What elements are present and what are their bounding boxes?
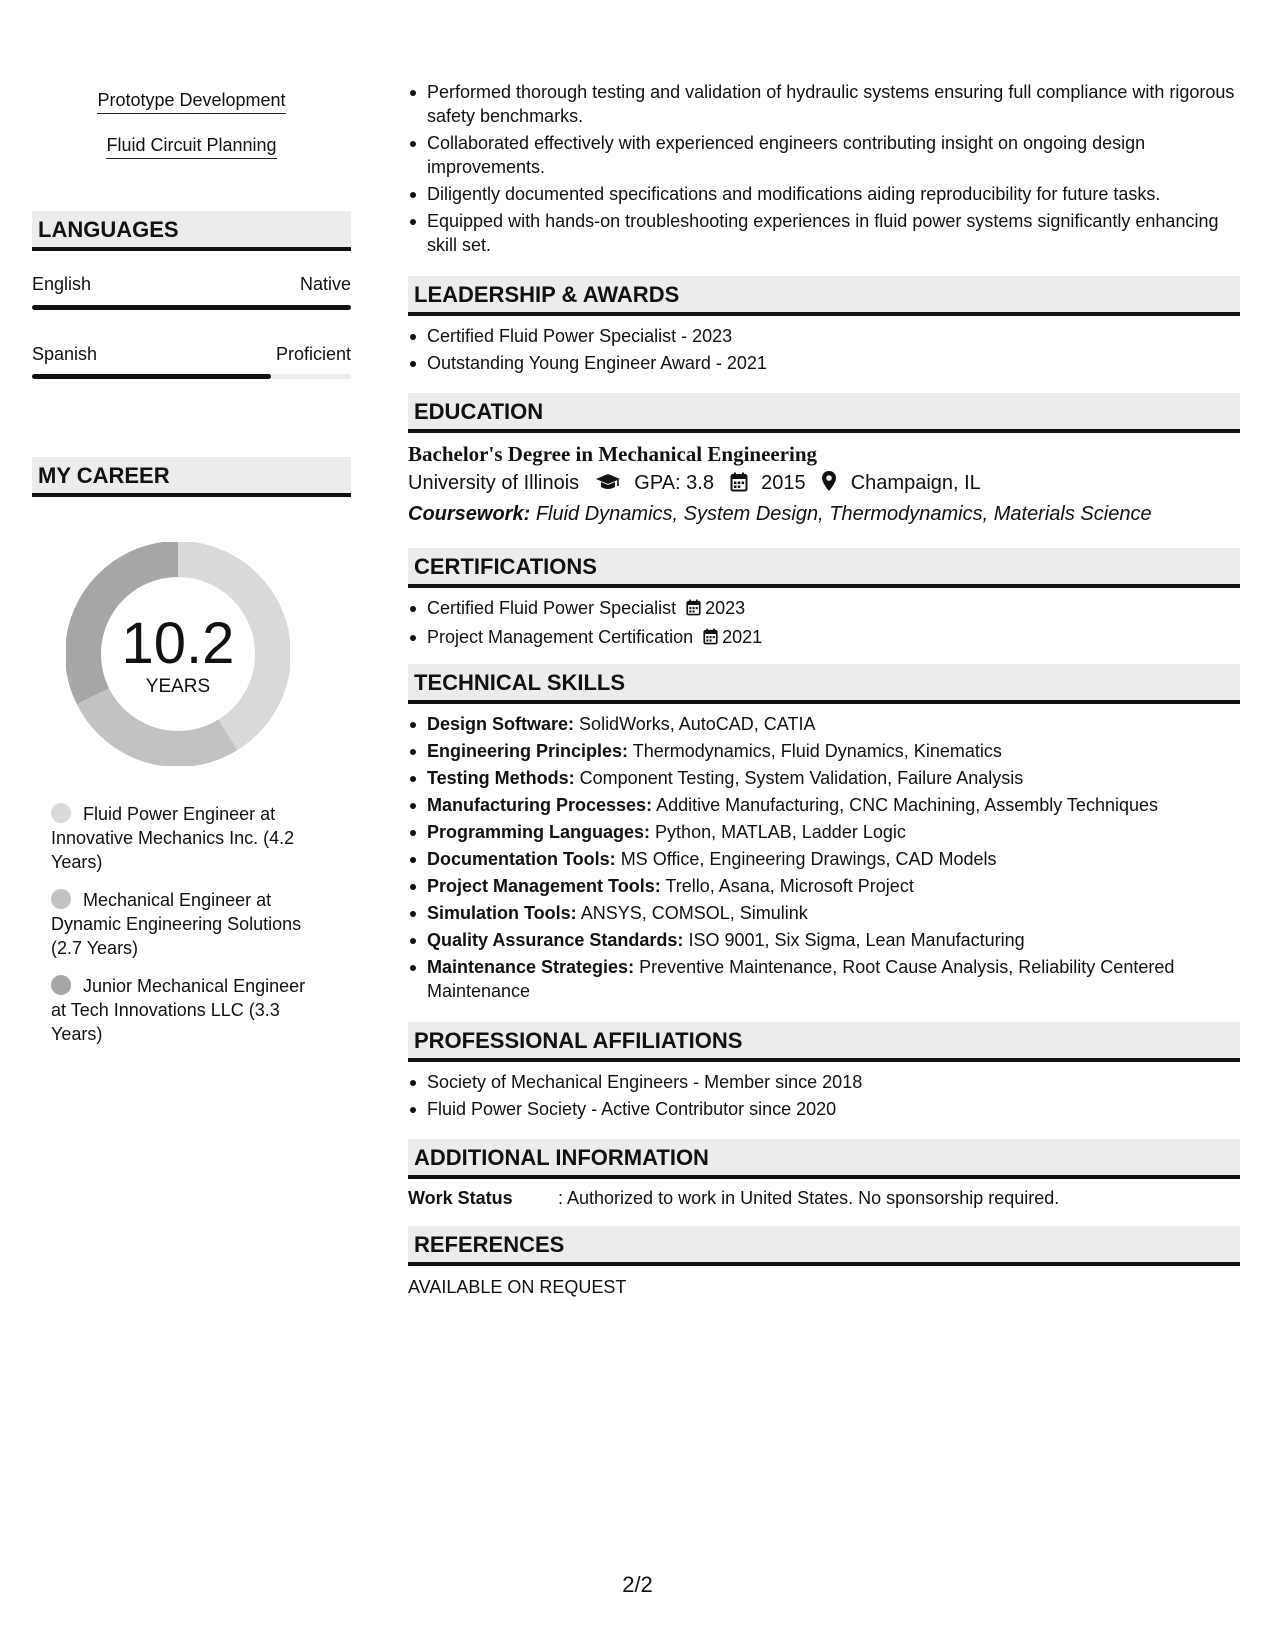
education-location: Champaign, IL (850, 472, 981, 494)
list-item: Manufacturing Processes: Additive Manufacturing, CNC Machining, Assembly Techniques (408, 793, 1240, 817)
skill-item: Fluid Circuit Planning (32, 134, 351, 156)
language-proficiency-fill (32, 374, 271, 379)
legend-dot (51, 803, 71, 823)
list-item: Diligently documented specifications and modifications aiding reproducibility for future tasks. (408, 182, 1240, 206)
calendar-icon (703, 627, 718, 651)
education-degree: Bachelor's Degree in Mechanical Engineering (408, 442, 818, 466)
technical-skills-list (408, 712, 1240, 1006)
work-status-label: Work Status (408, 1188, 513, 1208)
skill-item: Prototype Development (32, 89, 351, 111)
list-item: Engineering Principles: Thermodynamics, Fluid Dynamics, Kinematics (408, 739, 1240, 763)
list-item: Documentation Tools: MS Office, Engineering Drawings, CAD Models (408, 847, 1240, 871)
career-legend-item: Junior Mechanical Engineer at Tech Innovations LLC (3.3 Years) (51, 976, 306, 1044)
language-proficiency-bar (32, 305, 351, 310)
calendar-icon (686, 598, 701, 622)
list-item: Programming Languages: Python, MATLAB, Ladder Logic (408, 820, 1240, 844)
education-details (408, 470, 981, 499)
career-heading: MY CAREER (32, 457, 351, 497)
graduation-cap-icon (595, 472, 621, 499)
certifications-list (408, 596, 1240, 654)
list-item: Testing Methods: Component Testing, System Validation, Failure Analysis (408, 766, 1240, 790)
career-legend-item: Mechanical Engineer at Dynamic Engineering Solutions (2.7 Years) (51, 890, 302, 958)
list-item: Certified Fluid Power Specialist 2023 (408, 596, 1240, 622)
language-name: English (32, 274, 92, 294)
list-item: Performed thorough testing and validation of hydraulic systems ensuring full compliance with rigorous safety benchmarks. (408, 80, 1240, 128)
experience-bullet-list (408, 80, 1240, 260)
references-text: AVAILABLE ON REQUEST (408, 1277, 627, 1297)
languages-heading: LANGUAGES (32, 211, 351, 251)
list-item: Project Management Tools: Trello, Asana, Microsoft Project (408, 874, 1240, 898)
list-item: Collaborated effectively with experienced engineers contributing insight on ongoing design improvements. (408, 131, 1240, 179)
list-item: Design Software: SolidWorks, AutoCAD, CATIA (408, 712, 1240, 736)
list-item: Equipped with hands-on troubleshooting experiences in fluid power systems significantly enhancing skill set. (408, 209, 1240, 257)
language-level: Proficient (275, 344, 351, 364)
work-status-value: : Authorized to work in United States. No sponsorship required. (558, 1188, 1060, 1208)
certifications-heading: CERTIFICATIONS (408, 548, 1240, 588)
career-legend-item: Fluid Power Engineer at Innovative Mechanics Inc. (4.2 Years) (51, 804, 295, 872)
list-item: Simulation Tools: ANSYS, COMSOL, Simulink (408, 901, 1240, 925)
references-heading: REFERENCES (408, 1226, 1240, 1266)
career-total-years: 10.2 (121, 611, 235, 676)
page-number: 2/2 (622, 1572, 653, 1597)
career-total-unit: YEARS (145, 676, 211, 697)
list-item: Project Management Certification 2021 (408, 625, 1240, 651)
awards-heading: LEADERSHIP & AWARDS (408, 276, 1240, 316)
map-pin-icon (821, 470, 837, 499)
list-item: Society of Mechanical Engineers - Member since 2018 (408, 1070, 1240, 1094)
legend-dot (51, 975, 71, 995)
affiliations-heading: PROFESSIONAL AFFILIATIONS (408, 1022, 1240, 1062)
list-item: Quality Assurance Standards: ISO 9001, Six Sigma, Lean Manufacturing (408, 928, 1240, 952)
technical-skills-heading: TECHNICAL SKILLS (408, 664, 1240, 704)
list-item: Certified Fluid Power Specialist - 2023 (408, 324, 1240, 348)
affiliations-list (408, 1070, 1240, 1124)
education-school: University of Illinois (408, 472, 580, 494)
education-heading: EDUCATION (408, 393, 1240, 433)
language-proficiency-bar (32, 374, 351, 379)
language-level: Native (299, 274, 351, 294)
additional-info-heading: ADDITIONAL INFORMATION (408, 1139, 1240, 1179)
education-gpa: GPA: 3.8 (634, 472, 714, 494)
language-name: Spanish (32, 344, 98, 364)
list-item: Outstanding Young Engineer Award - 2021 (408, 351, 1240, 375)
list-item: Fluid Power Society - Active Contributor since 2020 (408, 1097, 1240, 1121)
education-coursework: Coursework: Fluid Dynamics, System Design, Thermodynamics, Materials Science (408, 503, 1152, 525)
language-proficiency-fill (32, 305, 351, 310)
education-year: 2015 (761, 472, 806, 494)
calendar-icon (730, 472, 748, 499)
awards-list (408, 324, 1240, 378)
legend-dot (51, 889, 71, 909)
list-item: Maintenance Strategies: Preventive Maintenance, Root Cause Analysis, Reliability Centered Maintenance (408, 955, 1240, 1003)
